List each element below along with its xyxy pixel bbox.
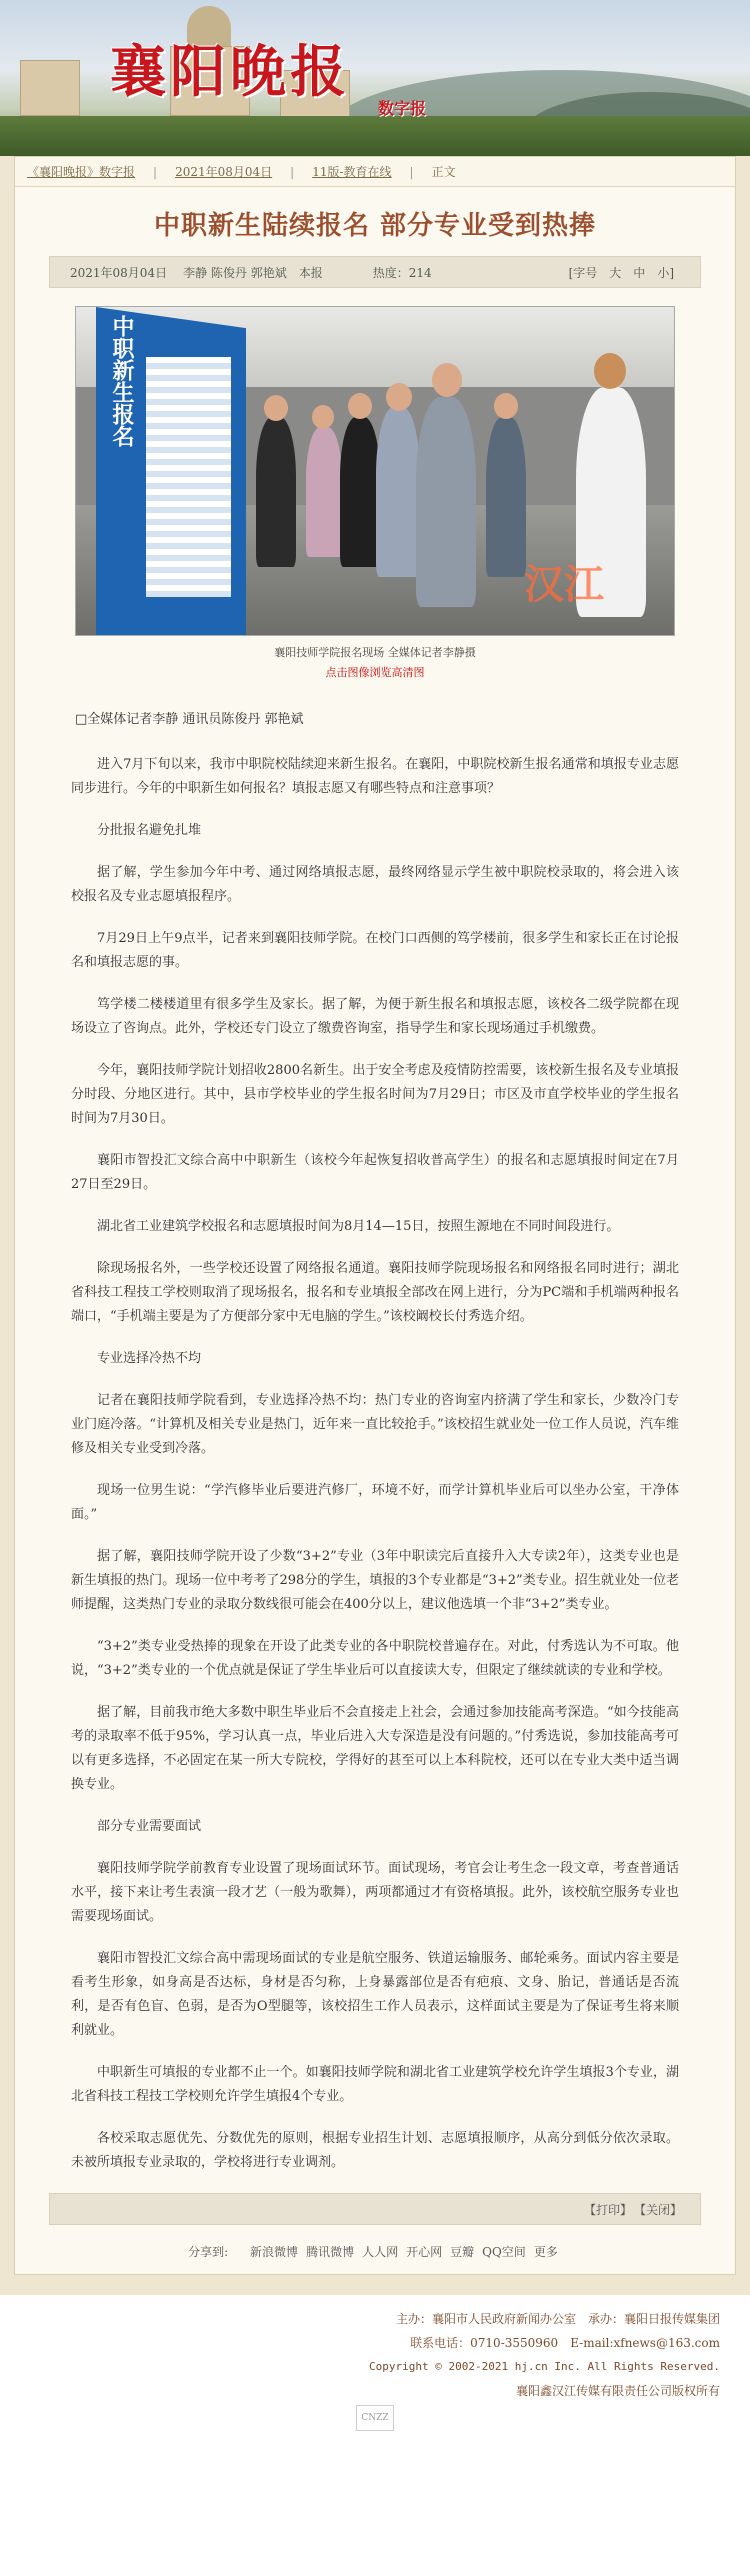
breadcrumb: 《襄阳晚报》数字报 | 2021年08月04日 | 11版-教育在线 | 正文 (15, 157, 735, 187)
article-paragraph: 今年，襄阳技师学院计划招收2800名新生。出于安全考虑及疫情防控需要，该校新生报名及专业填报分时段、分地区进行。其中，县市学校毕业的学生报名时间为7月29日；市区及市直学校毕业的学生报名时间为7月30日。 (71, 1063, 679, 1126)
font-size-medium-button[interactable]: 中 (633, 266, 646, 280)
article-paragraph: 湖北省工业建筑学校报名和志愿填报时间为8月14—15日，按照生源地在不同时间段进行。 (97, 1219, 620, 1234)
article-paragraph: 据了解，学生参加今年中考、通过网络填报志愿，最终网络显示学生被中职院校录取的，将会进入该校报名及专业志愿填报程序。 (71, 865, 679, 904)
share-item[interactable]: 人人网 (362, 2245, 399, 2259)
article-body (15, 708, 735, 2175)
share-label: 分享到: (188, 2245, 229, 2259)
share-item[interactable]: QQ空间 (482, 2245, 526, 2259)
section-subheading: 部分专业需要面试 (97, 1819, 202, 1834)
footer-contact: 联系电话：0710-3550960 E-mail:xfnews@163.com (410, 2336, 720, 2350)
print-button[interactable]: 【打印】 (583, 2203, 632, 2217)
share-item[interactable]: 腾讯微博 (306, 2245, 355, 2259)
footer-owner: 襄阳鑫汉江传媒有限责任公司版权所有 (515, 2384, 720, 2398)
article-paragraph: 进入7月下旬以来，我市中职院校陆续迎来新生报名。在襄阳，中职院校新生报名通常和填报专业志愿同步进行。今年的中职新生如何报名？填报志愿又有哪些特点和注意事项？ (71, 757, 679, 796)
article-paragraph: 记者在襄阳技师学院看到，专业选择冷热不均：热门专业的咨询室内挤满了学生和家长，少数冷门专业门庭冷落。“计算机及相关专业是热门，近年来一直比较抢手。”该校招生就业处一位工作人员说，汽车维修及相关专业受到冷落。 (71, 1393, 679, 1456)
article-paragraph: 襄阳技师学院学前教育专业设置了现场面试环节。面试现场，考官会让考生念一段文章，考查普通话水平，接下来让考生表演一段才艺（一般为歌舞），两项都通过才有资格填报。此外，该校航空服务专业也需要现场面试。 (71, 1861, 679, 1924)
section-subheading: 专业选择冷热不均 (97, 1351, 202, 1366)
article-actions-bar (49, 2193, 701, 2225)
share-item[interactable]: 新浪微博 (250, 2245, 299, 2259)
breadcrumb-date-link[interactable]: 2021年08月04日 (175, 165, 273, 179)
font-size-small-button[interactable]: 小] (657, 266, 674, 280)
share-item[interactable]: 开心网 (406, 2245, 443, 2259)
close-button[interactable]: 【关闭】 (639, 2203, 682, 2217)
share-bar (15, 2243, 735, 2260)
font-size-large-button[interactable]: 大 (609, 266, 622, 280)
site-footer (0, 2295, 750, 2439)
section-subheading: 分批报名避免扎堆 (97, 823, 202, 838)
font-size-label: [字号 (568, 266, 598, 280)
article-heat: 热度：214 (372, 266, 432, 280)
breadcrumb-current: 正文 (431, 165, 456, 179)
breadcrumb-home-link[interactable]: 《襄阳晚报》数字报 (27, 165, 136, 179)
article-photo[interactable] (75, 306, 675, 636)
photo-watermark: 汉江 (524, 562, 604, 608)
photo-caption: 襄阳技师学院报名现场 全媒体记者李静摄 (274, 646, 476, 659)
article-container (14, 156, 736, 2275)
article-title: 中职新生陆续报名 部分专业受到热捧 (153, 211, 597, 241)
article-paragraph: 据了解，襄阳技师学院开设了少数“3+2”专业（3年中职读完后直接升入大专读2年），这类专业也是新生填报的热门。现场一位中考考了298分的学生，填报的3个专业都是“3+2”类专业。招生就业处一位老师提醒，这类热门专业的录取分数线很可能会在400分以上，建议他选填一个非“3+2”类专业。 (71, 1549, 679, 1612)
share-item[interactable]: 豆瓣 (450, 2245, 475, 2259)
breadcrumb-section-link[interactable]: 11版-教育在线 (312, 165, 392, 179)
page-frame (0, 156, 750, 2295)
article-paragraph: “3+2”类专业受热捧的现象在开设了此类专业的各中职院校普遍存在。对此，付秀选认为不可取。他说，“3+2”类专业的一个优点就是保证了学生毕业后可以直接读大专，但限定了继续就读的专业和学校。 (71, 1639, 679, 1678)
masthead-logo[interactable]: 襄阳晚报 (110, 39, 350, 105)
article-paragraph: 除现场报名外，一些学校还设置了网络报名通道。襄阳技师学院现场报名和网络报名同时进行；湖北省科技工程技工学校则取消了现场报名，报名和专业填报全部改在网上进行，分为PC端和手机端两种报名端口，“手机端主要是为了方便部分家中无电脑的学生。”该校阚校长付秀选介绍。 (71, 1261, 679, 1324)
article-meta-bar (49, 256, 701, 288)
masthead-banner (0, 0, 750, 156)
footer-copyright: Copyright © 2002-2021 hj.cn Inc. All Rights Reserved. (369, 2360, 720, 2373)
photo-hires-link[interactable]: 点击图像浏览高清图 (325, 666, 425, 679)
article-paragraph: 中职新生可填报的专业都不止一个。如襄阳技师学院和湖北省工业建筑学校允许学生填报3个专业，湖北省科技工程技工学校则允许学生填报4个专业。 (71, 2065, 679, 2104)
article-paragraph: 笃学楼二楼楼道里有很多学生及家长。据了解，为便于新生报名和填报志愿，该校各二级学院都在现场设立了咨询点。此外，学校还专门设立了缴费咨询室，指导学生和家长现场通过手机缴费。 (71, 997, 679, 1036)
site-statistics-badge[interactable]: CNZZ (356, 2405, 393, 2431)
article-paragraph: 襄阳市智投汇文综合高中需现场面试的专业是航空服务、铁道运输服务、邮轮乘务。面试内容主要是看考生形象，如身高是否达标，身材是否匀称，上身暴露部位是否有疤痕、文身、胎记，普通话是否流利，是否有色盲、色弱，是否为O型腿等，该校招生工作人员表示，这样面试主要是为了保证考生将来顺利就业。 (71, 1951, 679, 2038)
font-size-controls (563, 257, 700, 287)
footer-organizer: 主办：襄阳市人民政府新闻办公室 承办：襄阳日报传媒集团 (395, 2312, 720, 2326)
notice-board-title: 中职新生报名 (109, 315, 134, 447)
article-paragraph: 7月29日上午9点半，记者来到襄阳技师学院。在校门口西侧的笃学楼前，很多学生和家长正在讨论报名和填报志愿的事。 (71, 931, 679, 970)
masthead-subtitle: 数字报 (378, 99, 427, 118)
article-authors: 李静 陈俊丹 郭艳斌 本报 (183, 266, 323, 280)
article-paragraph: 据了解，目前我市绝大多数中职生毕业后不会直接走上社会，会通过参加技能高考深造。“如今技能高考的录取率不低于95%，学习认真一点，毕业后进入大专深造是没有问题的。”付秀选说，参加技能高考可以有更多选择，不必固定在某一所大专院校，学得好的甚至可以上本科院校，还可以在专业大类中适当调换专业。 (71, 1705, 679, 1792)
article-date: 2021年08月04日 (70, 266, 168, 280)
article-paragraph: 各校采取志愿优先、分数优先的原则，根据专业招生计划、志愿填报顺序，从高分到低分依次录取。未被所填报专业录取的，学校将进行专业调剂。 (71, 2131, 679, 2170)
article-byline: □全媒体记者李静 通讯员陈俊丹 郭艳斌 (75, 712, 304, 727)
article-paragraph: 现场一位男生说：“学汽修毕业后要进汽修厂，环境不好，而学计算机毕业后可以坐办公室，干净体面。” (71, 1483, 679, 1522)
share-item[interactable]: 更多 (533, 2245, 558, 2259)
article-paragraph: 襄阳市智投汇文综合高中中职新生（该校今年起恢复招收普高学生）的报名和志愿填报时间定在7月27日至29日。 (71, 1153, 679, 1192)
